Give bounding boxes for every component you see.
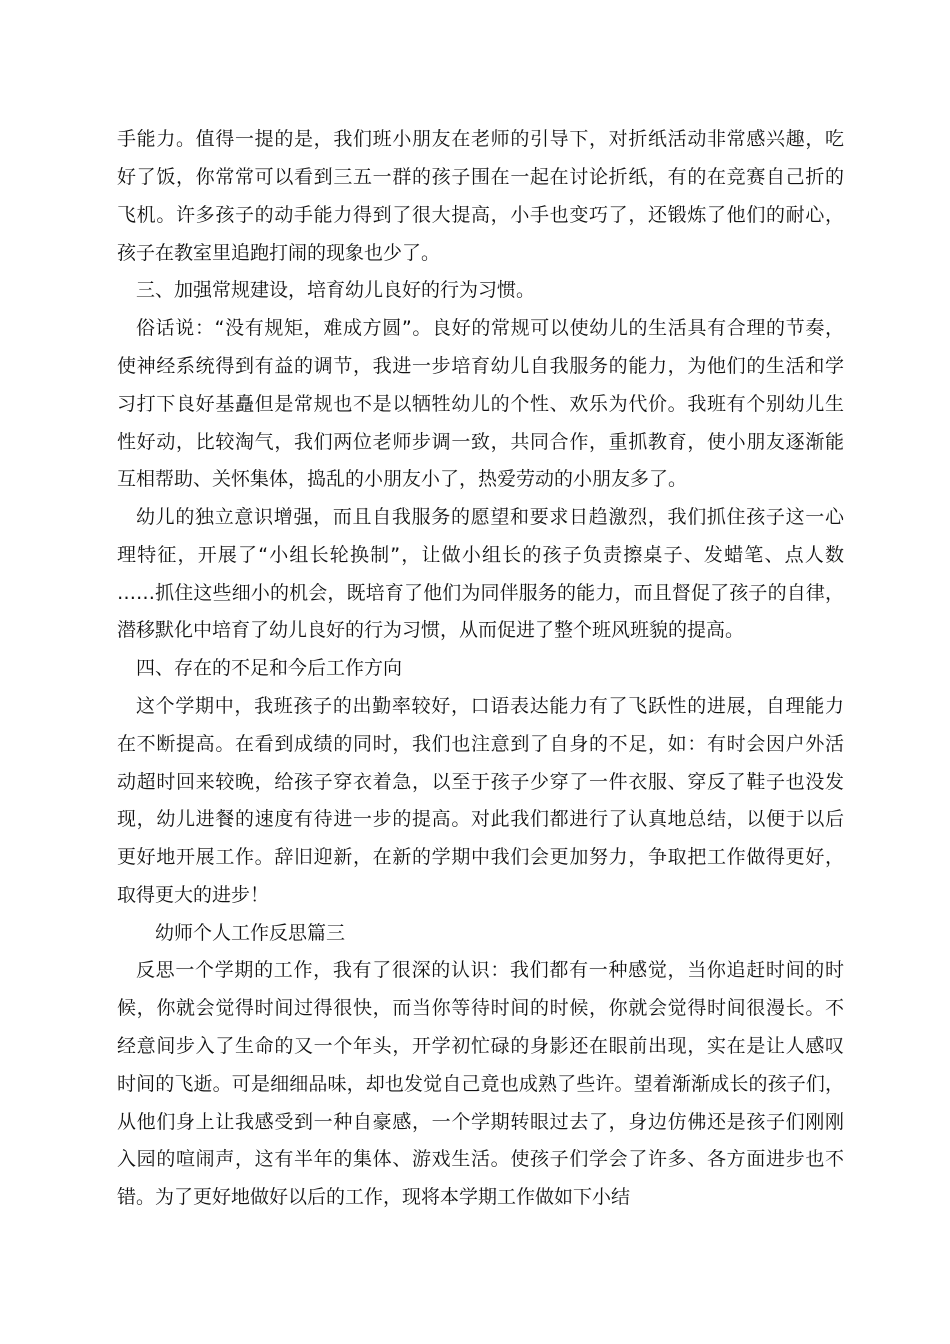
paragraph-line: 使神经系统得到有益的调节，我进一步培育幼儿自我服务的能力，为他们的生活和学 — [117, 355, 844, 377]
article-title: 幼师个人工作反思篇三 — [155, 922, 346, 944]
section-heading: 三、加强常规建设，培育幼儿良好的行为习惯。 — [136, 279, 536, 301]
paragraph-line: 性好动，比较淘气，我们两位老师步调一致，共同合作，重抓教育，使小朋友逐渐能 — [117, 431, 844, 453]
paragraph-line: 习打下良好基矗但是常规也不是以牺牲幼儿的个性、欢乐为代价。我班有个别幼儿生 — [117, 393, 844, 415]
paragraph-line: 从他们身上让我感受到一种自豪感，一个学期转眼过去了，身边仿佛还是孩子们刚刚 — [117, 1111, 844, 1133]
paragraph-line: 在不断提高。在看到成绩的同时，我们也注意到了自身的不足，如：有时会因户外活 — [117, 733, 844, 755]
paragraph-line: 现，幼儿进餐的速度有待进一步的提高。对此我们都进行了认真地总结，以便于以后 — [117, 808, 844, 830]
section-heading: 四、存在的不足和今后工作方向 — [136, 657, 403, 679]
paragraph-line: 飞机。许多孩子的动手能力得到了很大提高，小手也变巧了，还锻炼了他们的耐心， — [117, 204, 844, 226]
paragraph-line: 俗话说：“没有规矩，难成方圆”。良好的常规可以使幼儿的生活具有合理的节奏， — [136, 317, 844, 339]
paragraph-line: 动超时回来较晚，给孩子穿衣着急，以至于孩子少穿了一件衣服、穿反了鞋子也没发 — [117, 771, 844, 793]
paragraph-line: 候，你就会觉得时间过得很快，而当你等待时间的时候，你就会觉得时间很漫长。不 — [117, 997, 844, 1019]
paragraph-line: 经意间步入了生命的又一个年头，开学初忙碌的身影还在眼前出现，实在是让人感叹 — [117, 1035, 844, 1057]
paragraph-line: 错。为了更好地做好以后的工作，现将本学期工作做如下小结 — [117, 1186, 631, 1208]
paragraph-line: 这个学期中，我班孩子的出勤率较好，口语表达能力有了飞跃性的进展，自理能力 — [136, 695, 844, 717]
paragraph-line: 孩子在教室里追跑打闹的现象也少了。 — [117, 242, 441, 264]
paragraph-line: 互相帮助、关怀集体，捣乱的小朋友小了，热爱劳动的小朋友多了。 — [117, 468, 688, 490]
paragraph-line: ……抓住这些细小的机会，既培育了他们为同伴服务的能力，而且督促了孩子的自律， — [117, 582, 844, 604]
paragraph-line: 入园的喧闹声，这有半年的集体、游戏生活。使孩子们学会了许多、各方面进步也不 — [117, 1148, 844, 1170]
paragraph-line: 更好地开展工作。辞旧迎新，在新的学期中我们会更加努力，争取把工作做得更好， — [117, 846, 844, 868]
paragraph-line: 幼儿的独立意识增强，而且自我服务的愿望和要求日趋激烈，我们抓住孩子这一心 — [136, 506, 844, 528]
paragraph-line: 时间的飞逝。可是细细品味，却也发觉自己竟也成熟了些许。望着渐渐成长的孩子们， — [117, 1073, 844, 1095]
paragraph-line: 手能力。值得一提的是，我们班小朋友在老师的引导下，对折纸活动非常感兴趣，吃 — [117, 128, 844, 150]
paragraph-line: 取得更大的进步！ — [117, 884, 270, 906]
paragraph-line: 理特征，开展了“小组长轮换制”，让做小组长的孩子负责擦桌子、发蜡笔、点人数 — [117, 544, 844, 566]
paragraph-line: 反思一个学期的工作，我有了很深的认识：我们都有一种感觉，当你追赶时间的时 — [136, 959, 844, 981]
paragraph-line: 好了饭，你常常可以看到三五一群的孩子围在一起在讨论折纸，有的在竞赛自己折的 — [117, 166, 844, 188]
paragraph-line: 潜移默化中培育了幼儿良好的行为习惯，从而促进了整个班风班貌的提高。 — [117, 619, 745, 641]
